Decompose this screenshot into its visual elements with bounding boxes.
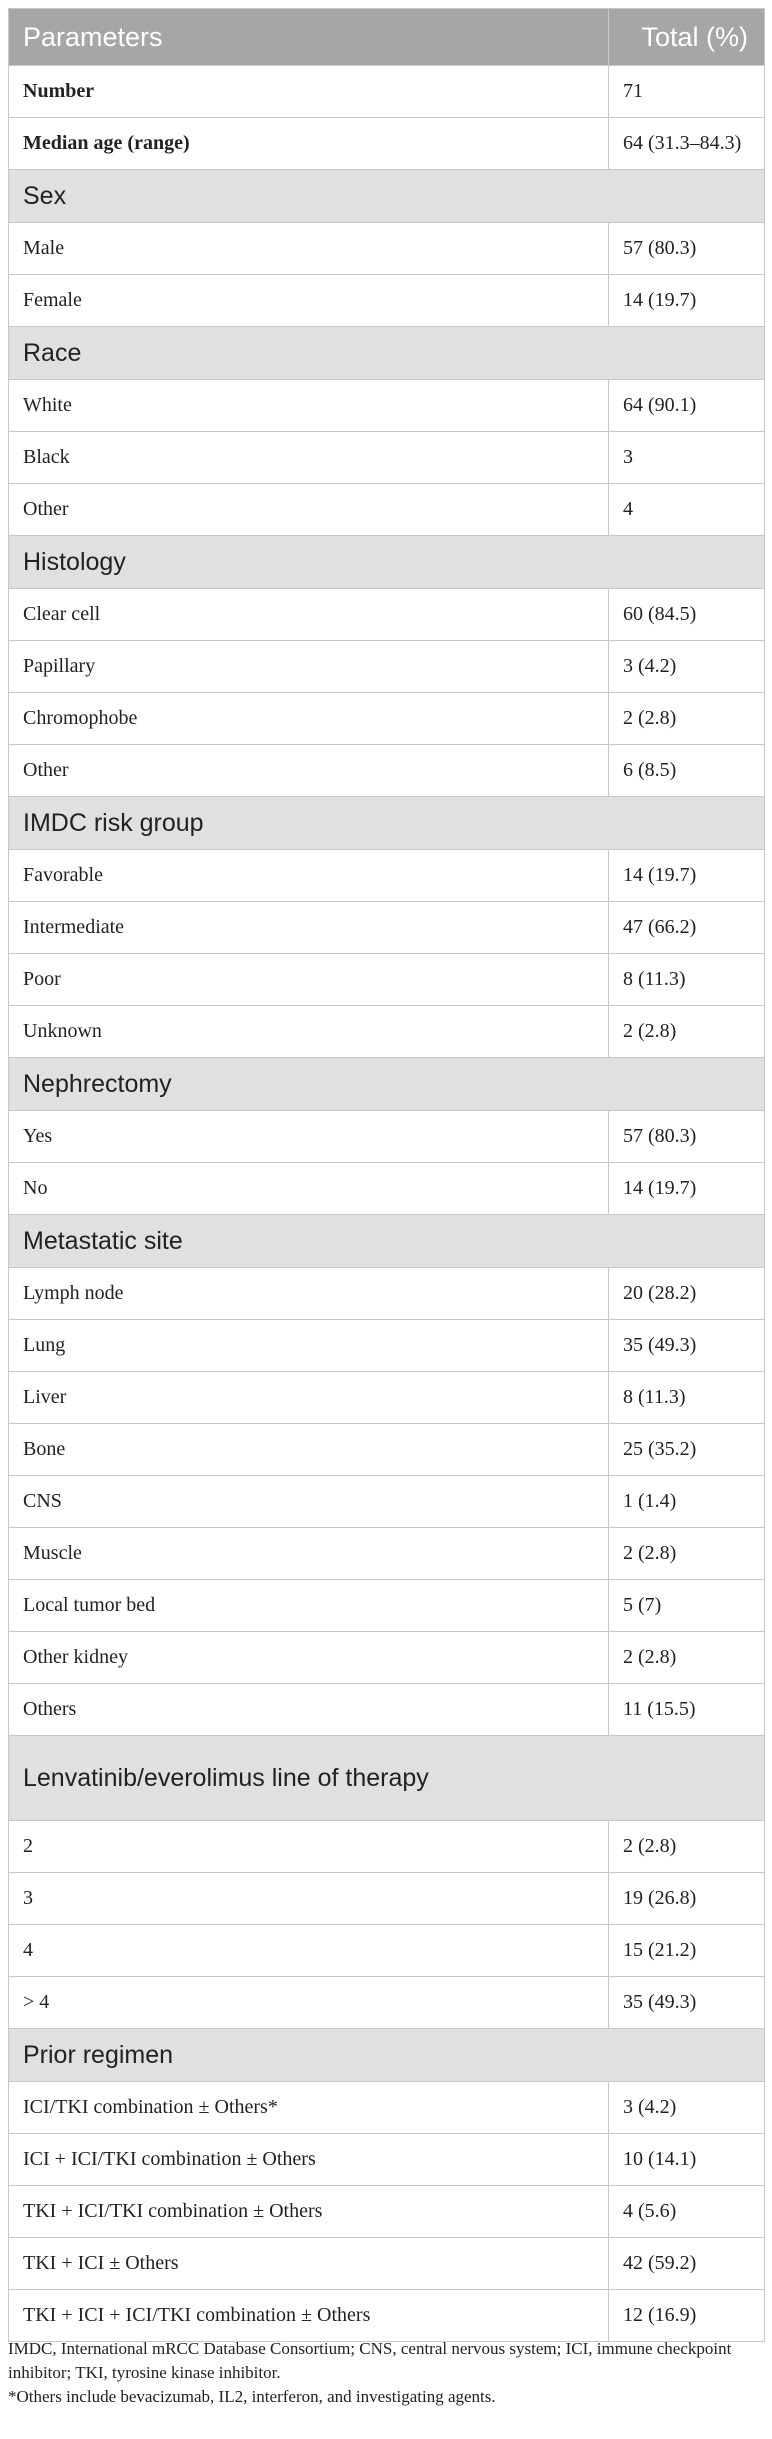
table-row (9, 641, 765, 693)
total-cell: 19 (26.8) (609, 1873, 765, 1925)
table-section-row (9, 1058, 765, 1111)
parameter-cell: Other (9, 484, 609, 536)
parameter-cell: Male (9, 223, 609, 275)
table-row (9, 1476, 765, 1528)
parameter-cell: 3 (9, 1873, 609, 1925)
section-label: Prior regimen (9, 2029, 765, 2082)
table-row (9, 745, 765, 797)
table-row (9, 2290, 765, 2342)
total-cell: 14 (19.7) (609, 275, 765, 327)
total-cell: 15 (21.2) (609, 1925, 765, 1977)
table-row (9, 1821, 765, 1873)
table-section-row (9, 1736, 765, 1821)
total-cell: 3 (4.2) (609, 2082, 765, 2134)
parameter-cell: Lung (9, 1320, 609, 1372)
parameter-cell: Others (9, 1684, 609, 1736)
table-row (9, 2238, 765, 2290)
parameter-cell: Black (9, 432, 609, 484)
total-cell: 25 (35.2) (609, 1424, 765, 1476)
header-parameters: Parameters (9, 9, 609, 66)
table-row (9, 1320, 765, 1372)
parameter-cell: Bone (9, 1424, 609, 1476)
table-body (9, 66, 765, 2342)
parameter-cell: Yes (9, 1111, 609, 1163)
table-row (9, 589, 765, 641)
table-row (9, 2186, 765, 2238)
total-cell: 6 (8.5) (609, 745, 765, 797)
table-row (9, 1111, 765, 1163)
parameter-cell: No (9, 1163, 609, 1215)
total-cell: 64 (90.1) (609, 380, 765, 432)
footnote-others: *Others include bevacizumab, IL2, interferon, and investigating agents. (8, 2387, 496, 2406)
parameter-cell: Female (9, 275, 609, 327)
total-cell: 8 (11.3) (609, 954, 765, 1006)
total-cell: 5 (7) (609, 1580, 765, 1632)
total-cell: 2 (2.8) (609, 1821, 765, 1873)
parameter-cell: Clear cell (9, 589, 609, 641)
parameter-cell: ICI + ICI/TKI combination ± Others (9, 2134, 609, 2186)
table-row (9, 1925, 765, 1977)
parameter-cell: TKI + ICI ± Others (9, 2238, 609, 2290)
section-label: Sex (9, 170, 765, 223)
table-row (9, 66, 765, 118)
total-cell: 11 (15.5) (609, 1684, 765, 1736)
table-row (9, 484, 765, 536)
total-cell: 2 (2.8) (609, 693, 765, 745)
parameter-cell: TKI + ICI + ICI/TKI combination ± Others (9, 2290, 609, 2342)
total-cell: 57 (80.3) (609, 223, 765, 275)
parameter-cell: Muscle (9, 1528, 609, 1580)
parameter-cell: Chromophobe (9, 693, 609, 745)
parameter-cell: 2 (9, 1821, 609, 1873)
header-total: Total (%) (609, 9, 765, 66)
table-row (9, 2134, 765, 2186)
parameter-cell: TKI + ICI/TKI combination ± Others (9, 2186, 609, 2238)
parameter-cell: Favorable (9, 850, 609, 902)
parameter-cell: 4 (9, 1925, 609, 1977)
total-cell: 12 (16.9) (609, 2290, 765, 2342)
table-row (9, 1528, 765, 1580)
parameter-cell: Number (9, 66, 609, 118)
table-row (9, 118, 765, 170)
parameter-cell: Other (9, 745, 609, 797)
table-row (9, 1006, 765, 1058)
total-cell: 3 (609, 432, 765, 484)
parameter-cell: Liver (9, 1372, 609, 1424)
total-cell: 8 (11.3) (609, 1372, 765, 1424)
total-cell: 10 (14.1) (609, 2134, 765, 2186)
parameter-cell: ICI/TKI combination ± Others* (9, 2082, 609, 2134)
table-section-row (9, 797, 765, 850)
total-cell: 35 (49.3) (609, 1977, 765, 2029)
footnote-abbreviations: IMDC, International mRCC Database Consortium; CNS, central nervous system; ICI, immune checkpoint inhibitor; TKI, tyrosine kinase inhibitor. (8, 2339, 732, 2382)
total-cell: 3 (4.2) (609, 641, 765, 693)
table-section-row (9, 2029, 765, 2082)
table-section-row (9, 327, 765, 380)
parameter-cell: > 4 (9, 1977, 609, 2029)
parameter-cell: Poor (9, 954, 609, 1006)
total-cell: 2 (2.8) (609, 1528, 765, 1580)
parameter-cell: Papillary (9, 641, 609, 693)
total-cell: 4 (609, 484, 765, 536)
total-cell: 2 (2.8) (609, 1632, 765, 1684)
section-label: Race (9, 327, 765, 380)
table-row (9, 693, 765, 745)
total-cell: 60 (84.5) (609, 589, 765, 641)
total-cell: 4 (5.6) (609, 2186, 765, 2238)
table-row (9, 432, 765, 484)
parameter-cell: White (9, 380, 609, 432)
table-row (9, 223, 765, 275)
table-row (9, 954, 765, 1006)
table-footnotes (8, 2337, 760, 2409)
table-row (9, 1684, 765, 1736)
table-row (9, 1873, 765, 1925)
total-cell: 57 (80.3) (609, 1111, 765, 1163)
total-cell: 42 (59.2) (609, 2238, 765, 2290)
total-cell: 20 (28.2) (609, 1268, 765, 1320)
patient-characteristics-table (8, 8, 765, 2342)
table-row (9, 1632, 765, 1684)
table-row (9, 275, 765, 327)
parameter-cell: Intermediate (9, 902, 609, 954)
table-section-row (9, 1215, 765, 1268)
section-label: Nephrectomy (9, 1058, 765, 1111)
parameter-cell: Local tumor bed (9, 1580, 609, 1632)
table-row (9, 1268, 765, 1320)
total-cell: 1 (1.4) (609, 1476, 765, 1528)
table-row (9, 1163, 765, 1215)
total-cell: 71 (609, 66, 765, 118)
total-cell: 35 (49.3) (609, 1320, 765, 1372)
section-label: Histology (9, 536, 765, 589)
total-cell: 14 (19.7) (609, 1163, 765, 1215)
table-row (9, 850, 765, 902)
table-section-row (9, 536, 765, 589)
table-row (9, 1977, 765, 2029)
table-row (9, 902, 765, 954)
table-row (9, 1372, 765, 1424)
total-cell: 47 (66.2) (609, 902, 765, 954)
characteristics-table-container (8, 8, 764, 2342)
table-section-row (9, 170, 765, 223)
parameter-cell: Unknown (9, 1006, 609, 1058)
section-label: Lenvatinib/everolimus line of therapy (9, 1736, 765, 1821)
total-cell: 14 (19.7) (609, 850, 765, 902)
table-row (9, 1580, 765, 1632)
table-row (9, 2082, 765, 2134)
parameter-cell: Other kidney (9, 1632, 609, 1684)
table-row (9, 380, 765, 432)
parameter-cell: Median age (range) (9, 118, 609, 170)
parameter-cell: Lymph node (9, 1268, 609, 1320)
section-label: IMDC risk group (9, 797, 765, 850)
table-header-row (9, 9, 765, 66)
section-label: Metastatic site (9, 1215, 765, 1268)
total-cell: 2 (2.8) (609, 1006, 765, 1058)
total-cell: 64 (31.3–84.3) (609, 118, 765, 170)
parameter-cell: CNS (9, 1476, 609, 1528)
table-row (9, 1424, 765, 1476)
